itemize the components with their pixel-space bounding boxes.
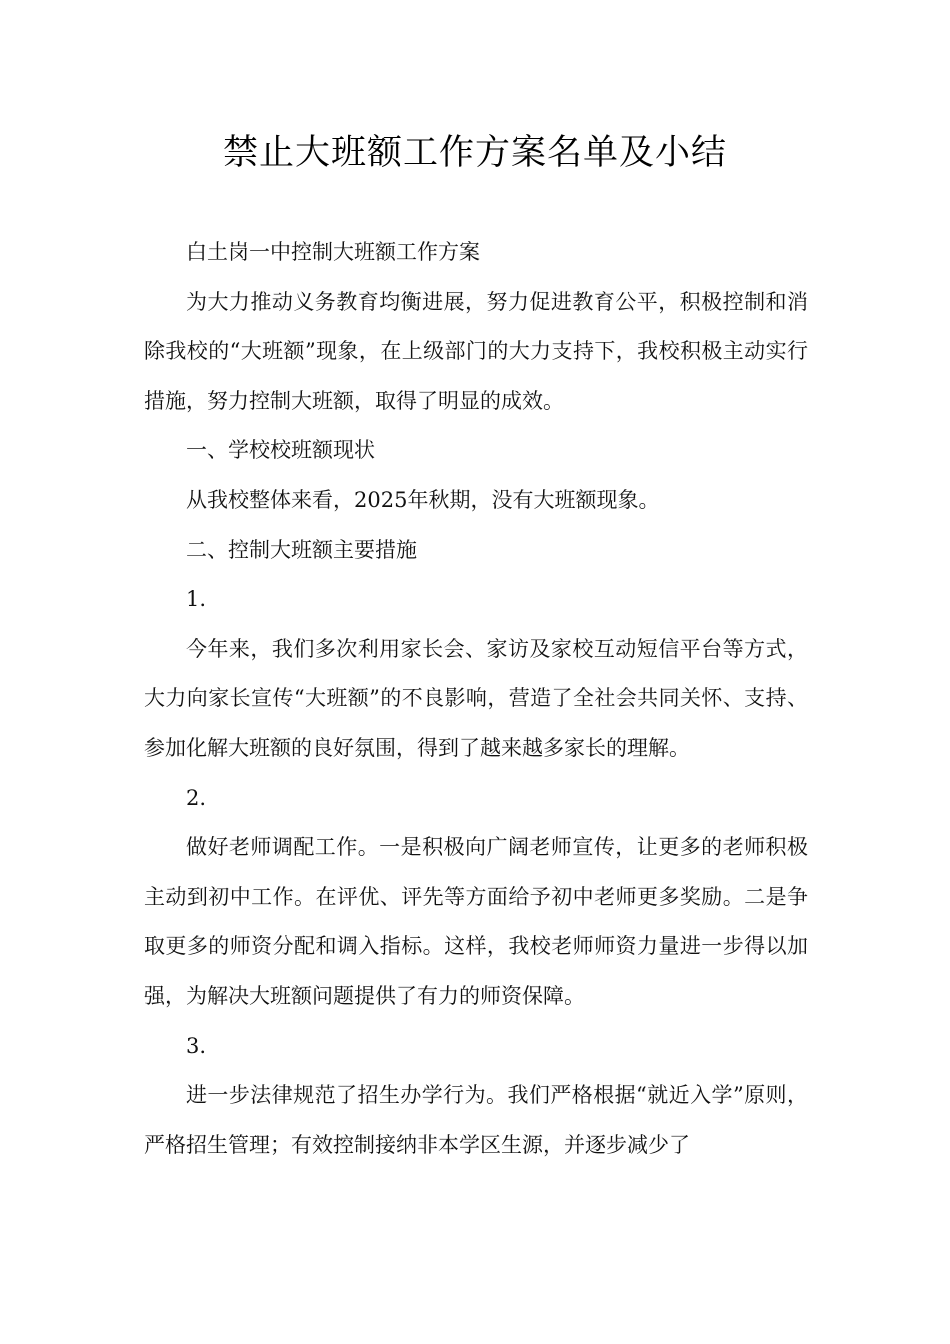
paragraph-school-plan-heading: 白土岗一中控制大班额工作方案: [186, 240, 480, 264]
paragraph-measure-2: 做好老师调配工作。一是积极向广阔老师宣传，让更多的老师积极主动到初中工作。在评优、评先等方面给予初中老师更多奖励。二是争取更多的师资分配和调入指标。这样，我校老师师资力量进一步得以加强，为解决大班额问题提供了有力的师资保障。: [144, 835, 808, 1008]
paragraph-intro: 为大力推动义务教育均衡进展，努力促进教育公平，积极控制和消除我校的“大班额”现象，在上级部门的大力支持下，我校积极主动实行措施，努力控制大班额，取得了明显的成效。: [144, 289, 808, 413]
document-body: [144, 228, 808, 1170]
list-number-3: 3.: [186, 1033, 207, 1058]
document-title: 禁止大班额工作方案名单及小结: [222, 133, 727, 173]
list-number-2: 2.: [186, 785, 207, 810]
list-number-1: 1.: [186, 587, 207, 612]
section-heading-main-measures: 二、控制大班额主要措施: [186, 537, 417, 562]
section-heading-current-status: 一、学校校班额现状: [186, 438, 375, 463]
paragraph-current-status: 从我校整体来看，2025年秋期，没有大班额现象。: [186, 487, 660, 512]
paragraph-measure-1: 今年来，我们多次利用家长会、家访及家校互动短信平台等方式，大力向家长宣传“大班额”的不良影响，营造了全社会共同关怀、支持、参加化解大班额的良好氛围，得到了越来越多家长的理解。: [144, 636, 808, 760]
paragraph-measure-3: 进一步法律规范了招生办学行为。我们严格根据“就近入学”原则，严格招生管理；有效控制接纳非本学区生源，并逐步减少了: [144, 1083, 808, 1157]
